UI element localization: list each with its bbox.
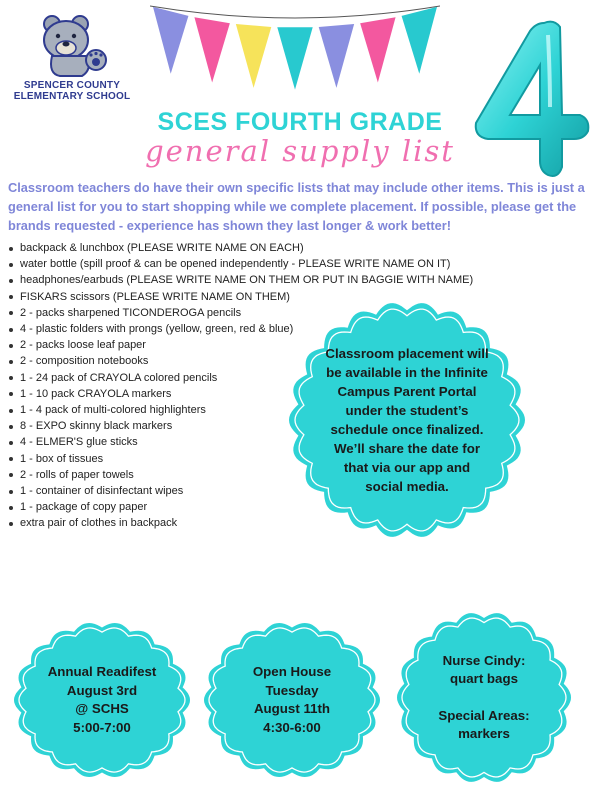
- pennant-flag: [194, 17, 229, 82]
- open-house-badge: [202, 620, 382, 780]
- supply-item: 2 - packs sharpened TICONDEROGA pencils: [8, 305, 528, 321]
- readifest-title: Annual Readifest: [47, 664, 157, 679]
- placement-note: Classroom placement will be available in the Infinite Campus Parent Portal under the student’s schedule once finalized. We’ll share the date for that via our app and social media.: [325, 346, 489, 494]
- supply-item: 1 - 24 pack of CRAYOLA colored pencils: [8, 370, 528, 386]
- readifest-location: @ SCHS: [75, 701, 129, 716]
- supply-item: 1 - 10 pack CRAYOLA markers: [8, 386, 528, 402]
- supply-item: 1 - 4 pack of multi-colored highlighters: [8, 402, 528, 418]
- supply-item: 8 - EXPO skinny black markers: [8, 418, 528, 434]
- readifest-badge: [12, 620, 192, 780]
- open-house-time: 4:30-6:00: [263, 719, 321, 735]
- placement-badge: [287, 300, 527, 540]
- readifest-time: 5:00-7:00: [73, 719, 131, 735]
- supply-item: headphones/earbuds (PLEASE WRITE NAME ON THEM OR PUT IN BAGGIE WITH NAME): [8, 272, 528, 288]
- supply-item: 2 - rolls of paper towels: [8, 467, 528, 483]
- supply-item: FISKARS scissors (PLEASE WRITE NAME ON THEM): [8, 289, 528, 305]
- special-areas-item: markers: [458, 726, 510, 741]
- supply-item: backpack & lunchbox (PLEASE WRITE NAME ON EACH): [8, 240, 528, 256]
- supply-item: 1 - box of tissues: [8, 451, 528, 467]
- special-areas-title: Special Areas:: [438, 707, 530, 723]
- bear-mascot-icon: [30, 12, 114, 80]
- readifest-date: August 3rd: [66, 682, 138, 698]
- school-name-line1: SPENCER COUNTY: [23, 80, 121, 91]
- supply-item: 1 - package of copy paper: [8, 499, 528, 515]
- pennant-flag: [236, 24, 271, 88]
- intro-paragraph: Classroom teachers do have their own specific lists that may include other items. This is just a general list for you to start shopping while we complete placement. If possible, please get the brands requested - experience has shown they last longer & work better!: [8, 180, 585, 233]
- page-title: SCES FOURTH GRADE: [157, 108, 443, 136]
- nurse-title: Nurse Cindy:: [442, 652, 526, 668]
- school-name: [8, 80, 136, 102]
- pennant-flag: [277, 27, 312, 89]
- pennant-banner-icon: [150, 0, 440, 120]
- supply-item: 2 - composition notebooks: [8, 353, 528, 369]
- supply-item: 4 - ELMER'S glue sticks: [8, 434, 528, 450]
- pennant-flag: [319, 24, 354, 88]
- open-house-day: Tuesday: [265, 682, 319, 698]
- nurse-item: quart bags: [450, 671, 518, 686]
- supply-item: 2 - packs loose leaf paper: [8, 337, 528, 353]
- school-name-line2: ELEMENTARY SCHOOL: [13, 91, 131, 102]
- pennant-flag: [153, 7, 188, 74]
- page-subtitle: general supply list: [145, 134, 455, 168]
- supply-item: extra pair of clothes in backpack: [8, 515, 528, 531]
- open-house-date: August 11th: [253, 701, 331, 716]
- supply-item: 1 - container of disinfectant wipes: [8, 483, 528, 499]
- supply-item: water bottle (spill proof & can be opened independently - PLEASE WRITE NAME ON IT): [8, 256, 528, 272]
- open-house-title: Open House: [252, 664, 332, 679]
- pennant-flag: [402, 7, 437, 74]
- pennant-flag: [360, 17, 395, 82]
- nurse-special-badge: [395, 610, 573, 785]
- supply-item: 4 - plastic folders with prongs (yellow, green, red & blue): [8, 321, 528, 337]
